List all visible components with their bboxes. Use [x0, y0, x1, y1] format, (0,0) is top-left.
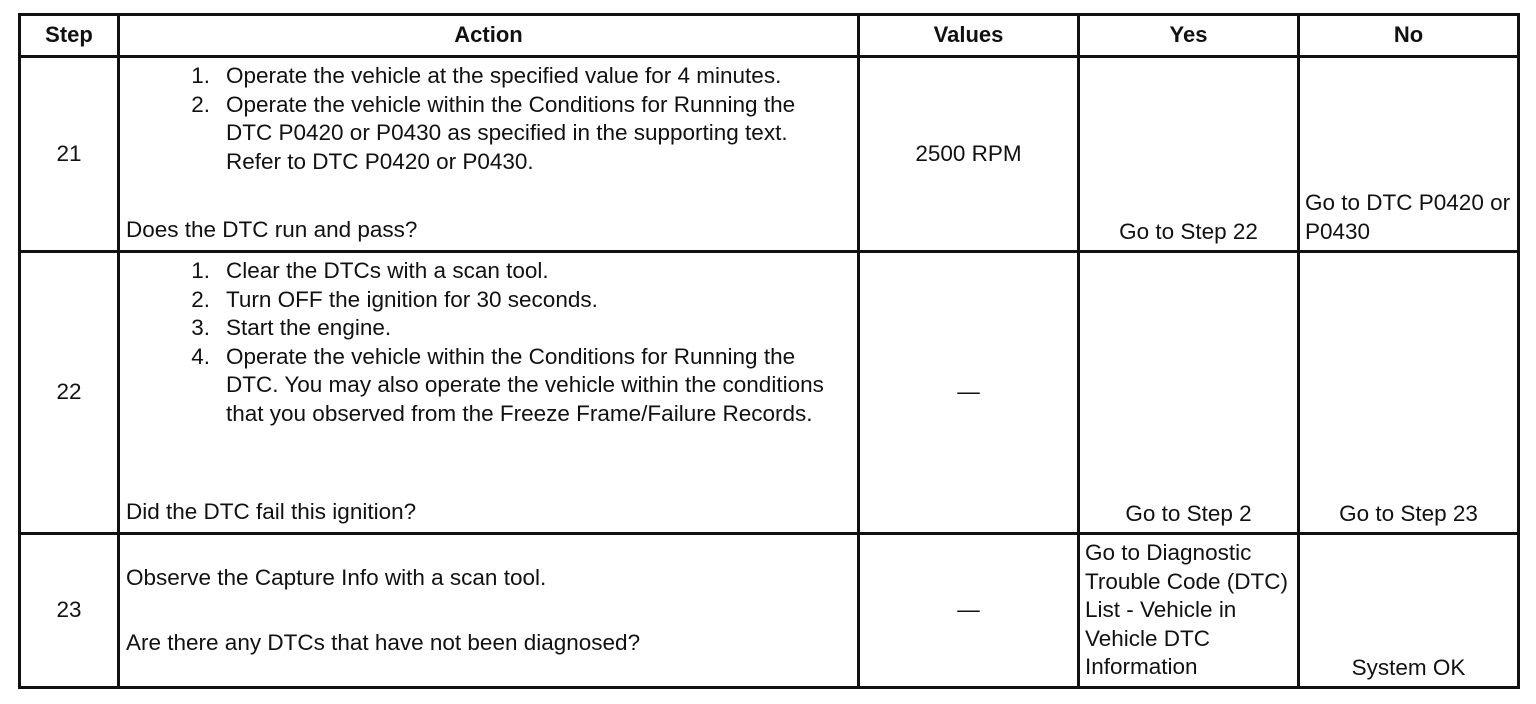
- step-index: 2.: [191, 286, 210, 312]
- yes-cell: Go to Step 22: [1080, 58, 1300, 253]
- action-step: [126, 314, 851, 343]
- action-step: [126, 257, 851, 286]
- action-cell: [120, 535, 860, 686]
- step-index: 2.: [191, 91, 210, 117]
- step-index: 1.: [191, 258, 210, 283]
- step-index: 3.: [191, 315, 210, 340]
- yes-cell: [1080, 535, 1300, 686]
- step-index: 4.: [191, 343, 210, 369]
- diagnostic-table: [18, 13, 1520, 689]
- step-index: 1.: [191, 63, 210, 88]
- header-yes: Yes: [1080, 16, 1300, 58]
- values-cell: —: [860, 535, 1080, 686]
- action-steps-list: [126, 257, 851, 428]
- header-values: Values: [860, 16, 1080, 58]
- header-action: Action: [120, 16, 860, 58]
- action-step: [126, 91, 851, 177]
- step-number: 21: [21, 58, 120, 253]
- action-step: [126, 343, 851, 429]
- step-text: Operate the vehicle within the Conditions for Running the DTC. You may also operate the vehicle within the conditions that you observed from the Freeze Frame/Failure Records.: [226, 343, 824, 426]
- values-cell: —: [860, 253, 1080, 535]
- action-question: Are there any DTCs that have not been diagnosed?: [126, 630, 641, 655]
- step-number: 22: [21, 253, 120, 535]
- action-steps-list: [126, 62, 851, 176]
- step-text: Turn OFF the ignition for 30 seconds.: [226, 286, 598, 312]
- action-instruction: Observe the Capture Info with a scan tool.: [126, 564, 547, 590]
- no-cell: Go to DTC P0420 or P0430: [1300, 58, 1517, 253]
- action-cell: [120, 58, 860, 253]
- header-no: No: [1300, 16, 1517, 58]
- action-step: [126, 286, 851, 315]
- action-step: [126, 62, 851, 91]
- yes-link-text: Go to Diagnostic Trouble Code (DTC) List - Vehicle in Vehicle DTC Information: [1085, 540, 1288, 679]
- step-number: 23: [21, 535, 120, 686]
- step-text: Operate the vehicle at the specified value for 4 minutes.: [226, 63, 782, 88]
- action-question: Does the DTC run and pass?: [126, 216, 418, 242]
- no-cell: System OK: [1351, 654, 1466, 680]
- values-cell: 2500 RPM: [860, 58, 1080, 253]
- step-text: Operate the vehicle within the Conditions for Running the DTC P0420 or P0430 as specified in the supporting text. Refer to DTC P0420 or P0430.: [226, 91, 796, 174]
- no-cell: Go to Step 23: [1300, 253, 1517, 535]
- action-question: Did the DTC fail this ignition?: [126, 498, 417, 524]
- header-step: Step: [21, 16, 120, 58]
- action-cell: [120, 253, 860, 535]
- yes-cell: Go to Step 2: [1080, 253, 1300, 535]
- step-text: Start the engine.: [226, 315, 392, 340]
- step-text: Clear the DTCs with a scan tool.: [226, 258, 549, 283]
